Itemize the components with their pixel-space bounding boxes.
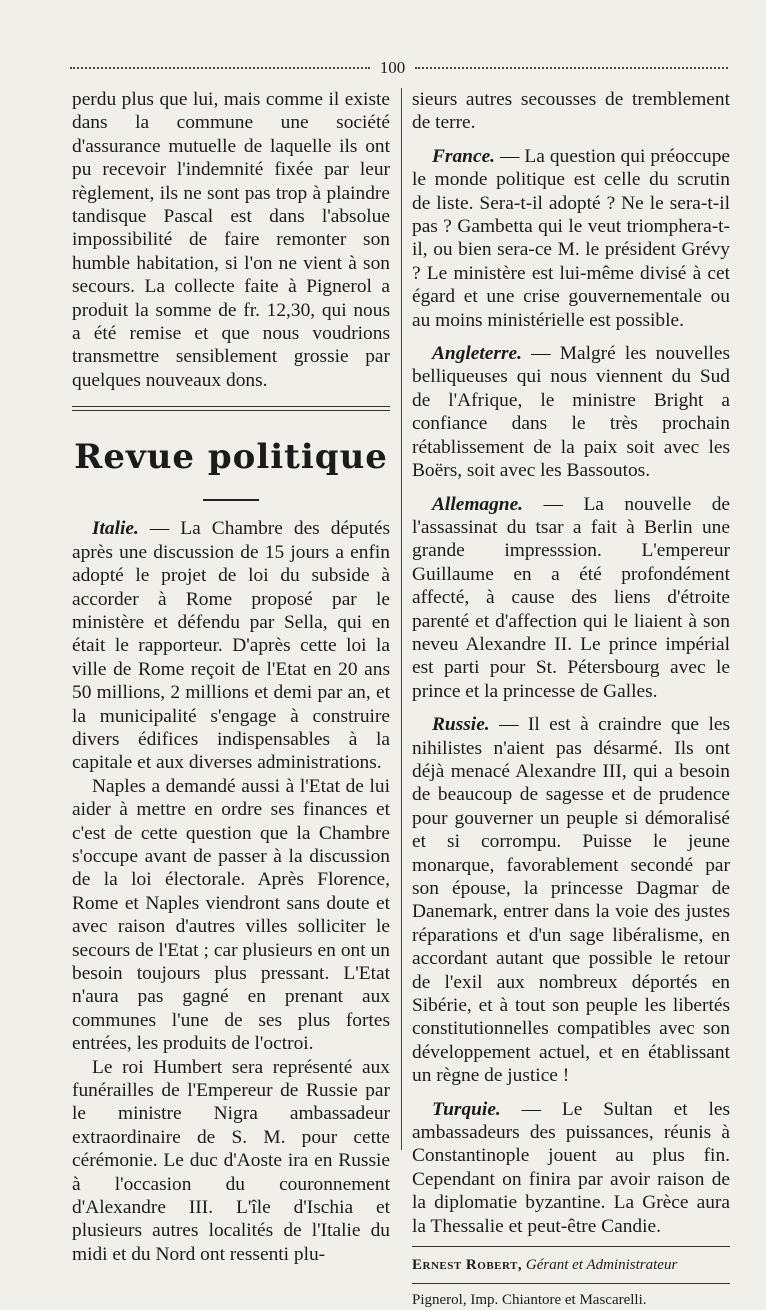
signature-name: Ernest Robert, — [412, 1257, 523, 1274]
allemagne-text: — La nouvelle de l'assassinat du tsar a fait à Berlin une grande impresssion. L'empereur Guillaume en a été profondément affecté, à cause des liens d'étroite parenté et d'affection qui le liaient à son neveu Alexandre II. Le prince impérial est parti pour St. Pétersbourg avec le prince et la princesse de Galles. — [412, 493, 730, 702]
paragraph-continuation: sieurs autres secousses de tremblement de terre. — [412, 89, 730, 134]
angleterre-text: — Malgré les nouvelles belliqueuses qui nous viennent du Sud de l'Afrique, le ministre Bright a confiance dans le très prochain rétablissement de la paix soit avec les Boërs, soit avec les Bassoutos. — [412, 343, 730, 482]
paragraph-humbert: Le roi Humbert sera représenté aux funérailles de l'Empereur de Russie par le ministre Nigra ambassadeur extraordinaire de S. M. pour cette cérémonie. Le duc d'Aoste ira en Russie à l'occasion du couronnement d'Alexandre III. L'île d'Ischia et plusieurs autres localités de l'Italie du midi et du Nord ont ressenti plu- — [72, 1056, 390, 1265]
france-text: — La question qui préoccupe le monde politique est celle du scrutin de liste. Sera-t-il adopté ? Ne le sera-t-il pas ? Gambetta qui le veut triomphera-t-il, ou bien sera-ce M. le président Grévy ? Le ministère est lui-même divisé à cet égard et une crise gouvernementale ou au moins ministérielle est possible. — [412, 145, 730, 331]
country-label-france: France. — [432, 145, 496, 167]
signature-role: Gérant et Administrateur — [522, 1257, 678, 1274]
left-column — [72, 88, 390, 1266]
italie-text: — La Chambre des députés après une discussion de 15 jours a enfin adopté le projet de loi du subside à accorder à Rome proposé par le ministère et défendu par Sella, qui en était le rapporteur. D'après cette loi la ville de Rome reçoit de l'Etat en 20 ans 50 millions, 2 millions et demi par an, et la municipalité s'engage à construire divers édifices indispensables à la capitale et aux diverses administrations. — [72, 518, 390, 774]
paragraph-collecte: perdu plus que lui, mais comme il existe dans la commune une société d'assurance mutuelle de laquelle ils ont pu recevoir l'indemnité fixée par leur règlement, ils ne sont pas trop à plaindre tandisque Pascal est dans l'absolue impossibilité de faire remonter son humble habitation, si l'on ne vient à son secours. La collecte faite à Pignerol a produit la somme de fr. 12,30, qui nous a été remise et que nous voudrions transmettre sensiblement grossie par quelques nouveaux dons. — [72, 89, 390, 391]
russie-text: — Il est à craindre que les nihilistes n'aient pas désarmé. Ils ont déjà menacé Alexandre III, qui a besoin de beaucoup de sagesse et de prudence pour gouverner un peuple si démoralisé et si corrompu. Puisse le jeune monarque, favorablement secondé par son épouse, la princesse Dagmar de Danemark, entrer dans la voie des justes réparations et d'un sage libéralisme, en accordant autant que possible le retour de l'exil aux nombreux déportés en Sibérie, et à tout son peuple les libertés constitutionnelles compatibles avec son développement actuel, et en établissant un règne de justice ! — [412, 714, 730, 1087]
paragraph-turquie — [412, 1098, 730, 1238]
header-ornament-left — [70, 67, 370, 73]
section-title: Revue politique — [74, 437, 388, 478]
paragraph-italie — [72, 517, 390, 774]
paragraph-angleterre — [412, 342, 730, 482]
signature — [412, 1255, 730, 1275]
page-number: 100 — [379, 58, 406, 77]
right-column — [412, 88, 730, 1310]
title-dash — [203, 499, 259, 501]
page-header — [70, 58, 728, 82]
column-divider — [401, 88, 402, 1150]
turquie-text: — Le Sultan et les ambassadeurs des puissances, réunis à Constantinople jouent au plus fin. Cependant on finira par avoir raison de la diplomatie byzantine. La Grèce aura la Thessalie et peut-être Candie. — [412, 1098, 730, 1237]
country-label-angleterre: Angleterre. — [432, 343, 522, 365]
paragraph-france — [412, 145, 730, 332]
country-label-turquie: Turquie. — [432, 1098, 501, 1120]
country-label-italie: Italie. — [92, 518, 139, 540]
footer-rule — [412, 1246, 730, 1247]
paragraph-russie — [412, 713, 730, 1088]
paragraph-naples: Naples a demandé aussi à l'Etat de lui aider à mettre en ordre ses finances et c'est de cette question que la Chambre s'occupe avant de passer à la discussion de la loi électorale. Après Florence, Rome et Naples viendront sans doute et avec raison d'autres villes solliciter le secours de l'Etat ; car plusieurs en ont un besoin toujours plus pressant. L'Etat n'aura pas gagné en prenant aux communes l'une de ses plus fortes entrées, les produits de l'octroi. — [72, 775, 390, 1055]
country-label-russie: Russie. — [432, 714, 490, 736]
header-ornament-right — [415, 67, 728, 73]
section-rule — [72, 406, 390, 411]
paragraph-allemagne — [412, 493, 730, 704]
country-label-allemagne: Allemagne. — [432, 493, 524, 515]
imprint: Pignerol, Imp. Chiantore et Mascarelli. — [412, 1283, 730, 1310]
